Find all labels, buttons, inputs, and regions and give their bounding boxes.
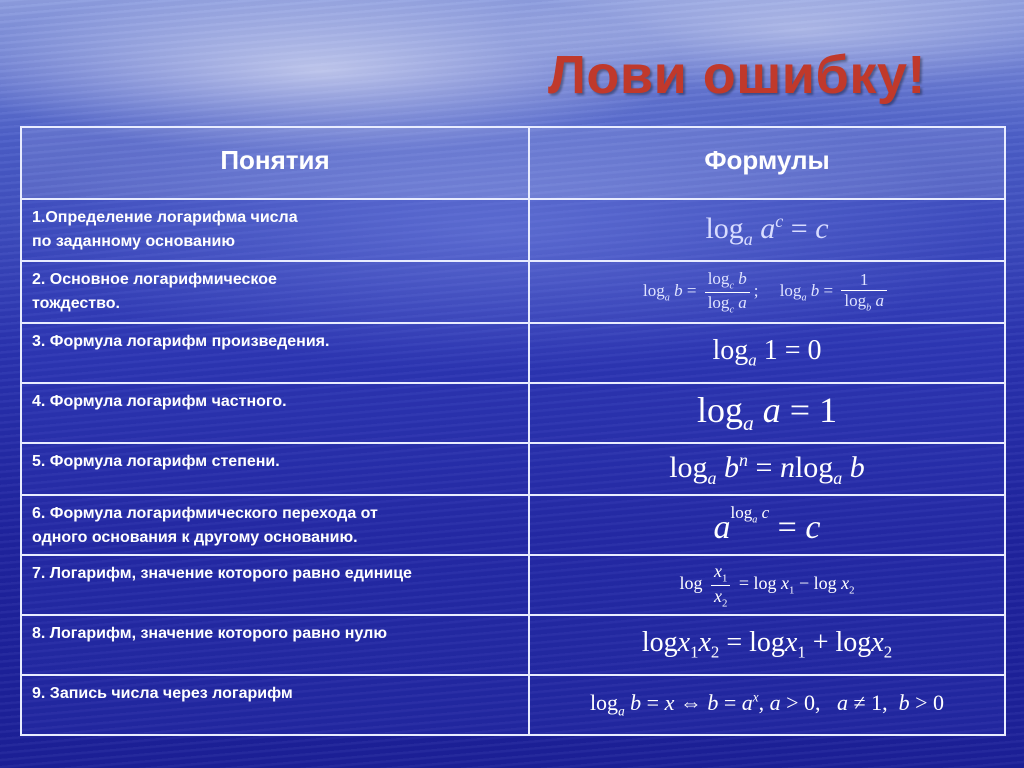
concept-line: 3. Формула логарифм произведения. <box>32 333 330 350</box>
table-row <box>21 615 1005 675</box>
formula-7: log $\frac{x_1}{x_2}$ = $\log x_1 - \log x_2$ <box>679 560 855 610</box>
formula-cell <box>529 383 1005 443</box>
concept-cell <box>21 675 529 735</box>
concept-line: 1.Определение логарифма числа <box>32 209 298 226</box>
formula-1: $\log_a a^c = c$ <box>705 210 829 249</box>
formula-4: $\log_a a = 1$ <box>696 390 838 436</box>
formula-5: $\log_a b^n = nlog_a$ b <box>669 449 865 488</box>
concept-line: 7. Логарифм, значение которого равно единице <box>32 565 412 582</box>
concept-line: по заданному основанию <box>32 233 236 250</box>
concept-cell <box>21 555 529 615</box>
formula-2: $\log_a b$ = $\frac{\log_c b}{\log_c a}$ ; $\log_a b$ = $\frac{1}{\log_b a}$ <box>643 281 891 300</box>
concept-line: 8. Логарифм, значение которого равно нулю <box>32 625 387 642</box>
formula-cell <box>529 261 1005 323</box>
formula-9: $\log_a b = x$ ⇔ $b = a^x$, a > 0, a ≠ 1, b > 0 <box>589 690 945 719</box>
concept-line: одного основания к другому основанию. <box>32 529 358 546</box>
table-row <box>21 261 1005 323</box>
concept-cell <box>21 383 529 443</box>
table-header-row <box>21 127 1005 199</box>
concept-line: тождество. <box>32 295 120 312</box>
formula-cell <box>529 495 1005 555</box>
formula-cell <box>529 443 1005 495</box>
table-row <box>21 675 1005 735</box>
concept-cell <box>21 261 529 323</box>
header-formulas: Формулы <box>529 127 1005 199</box>
table-row <box>21 323 1005 383</box>
concept-line: 4. Формула логарифм частного. <box>32 393 287 410</box>
formula-cell <box>529 199 1005 261</box>
concept-line: 6. Формула логарифмического перехода от <box>32 505 378 522</box>
table-row <box>21 555 1005 615</box>
concept-cell <box>21 323 529 383</box>
slide-title: Лови ошибку! <box>548 45 926 105</box>
formula-table <box>20 126 1006 736</box>
table-row <box>21 383 1005 443</box>
table-row <box>21 443 1005 495</box>
formula-cell <box>529 675 1005 735</box>
table-row <box>21 199 1005 261</box>
formula-cell <box>529 555 1005 615</box>
table-row <box>21 495 1005 555</box>
formula-3: $\log_a 1 = 0$ <box>712 335 822 370</box>
concept-cell <box>21 199 529 261</box>
concept-line: 2. Основное логарифмическое <box>32 271 277 288</box>
concept-line: 5. Формула логарифм степени. <box>32 453 280 470</box>
formula-6: $a^{log_a c} = c$ <box>713 502 821 547</box>
concept-cell <box>21 495 529 555</box>
formula-8: $\log x_1x_2 = \log x_1 + \log x_2$ <box>641 627 893 662</box>
header-concepts: Понятия <box>21 127 529 199</box>
formula-cell <box>529 615 1005 675</box>
concept-cell <box>21 443 529 495</box>
concept-cell <box>21 615 529 675</box>
concept-line: 9. Запись числа через логарифм <box>32 685 293 702</box>
formula-cell <box>529 323 1005 383</box>
